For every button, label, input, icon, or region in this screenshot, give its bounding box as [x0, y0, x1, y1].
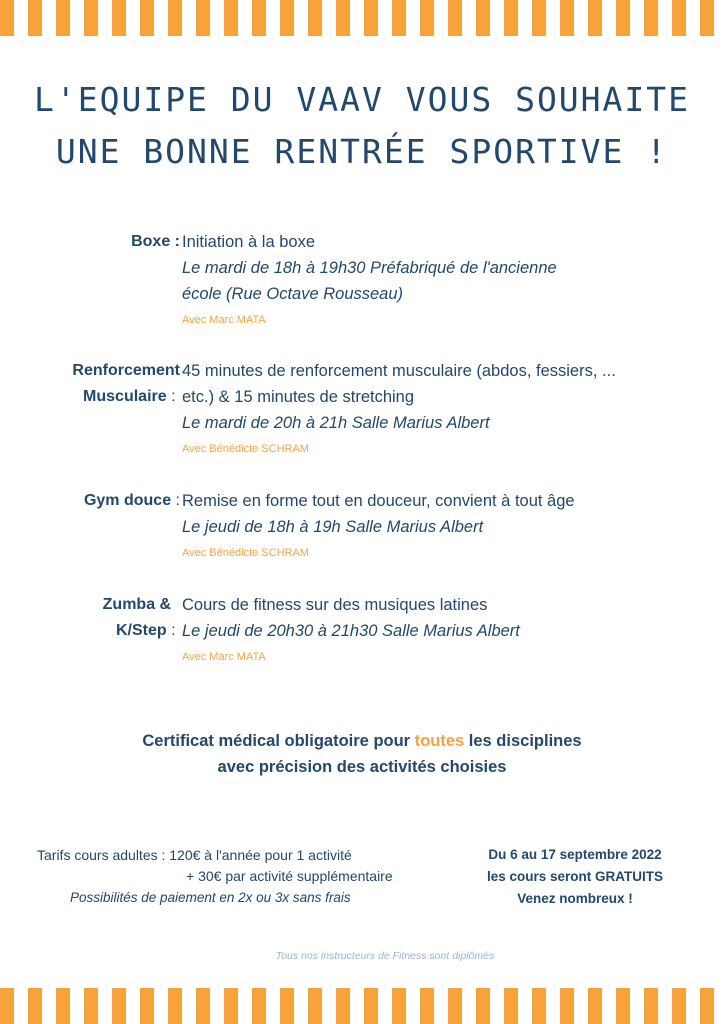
activity-schedule-cont: école (Rue Octave Rousseau): [182, 285, 404, 303]
activity-details: [182, 488, 702, 564]
activity-description: Initiation à la boxe: [182, 233, 316, 251]
activity-instructor: Avec Bénédicte SCHRAM: [182, 443, 309, 455]
title-line-2: UNE BONNE RENTRÉE SPORTIVE !: [55, 132, 669, 171]
activity-details: [182, 229, 702, 331]
activity-details: [182, 358, 702, 460]
activity-instructor: Avec Marc MATA: [182, 651, 266, 663]
pricing-line-1: Tarifs cours adultes : 120€ à l'année pour 1 activité: [37, 847, 352, 863]
activity-label: Renforcement Musculaire :: [72, 362, 180, 405]
activity-description: Cours de fitness sur des musiques latines: [182, 596, 488, 614]
activity-label: Boxe :: [131, 233, 180, 250]
activity-schedule: Le jeudi de 18h à 19h Salle Marius Albert: [182, 518, 484, 536]
activity-description-cont: etc.) & 15 minutes de stretching: [182, 388, 415, 406]
activity-schedule: Le mardi de 20h à 21h Salle Marius Albert: [182, 414, 490, 432]
free-trial-promo: Du 6 au 17 septembre 2022 les cours seront GRATUITS Venez nombreux !: [486, 847, 664, 906]
pricing-payment-note: Possibilités de paiement en 2x ou 3x sans frais: [70, 890, 351, 905]
activity-instructor: Avec Marc MATA: [182, 314, 266, 326]
activity-schedule: Le jeudi de 20h30 à 21h30 Salle Marius Albert: [182, 622, 520, 640]
activity-label: Zumba & K/Step :: [102, 596, 176, 639]
pricing-line-2: + 30€ par activité supplémentaire: [186, 868, 393, 884]
activity-details: [182, 592, 702, 668]
activity-instructor: Avec Bénédicte SCHRAM: [182, 547, 309, 559]
footer-note: Tous nos instructeurs de Fitness sont diplômés: [275, 950, 495, 962]
top-stripe-border: [0, 0, 724, 36]
title-line-1: L'EQUIPE DU VAAV VOUS SOUHAITE: [33, 80, 691, 119]
activity-description: 45 minutes de renforcement musculaire (abdos, fessiers, ...: [182, 362, 616, 380]
bottom-stripe-border: [0, 988, 724, 1024]
highlight-word: toutes: [414, 732, 465, 750]
page-title: [0, 74, 724, 178]
activity-schedule: Le mardi de 18h à 19h30 Préfabriqué de l'ancienne: [182, 259, 557, 277]
activity-description: Remise en forme tout en douceur, convient à tout âge: [182, 492, 575, 510]
pricing-info: [20, 845, 440, 908]
medical-certificate-notice: Certificat médical obligatoire pour toutes les disciplines avec précision des activités choisies: [142, 732, 582, 776]
activity-label: Gym douce :: [83, 492, 180, 509]
